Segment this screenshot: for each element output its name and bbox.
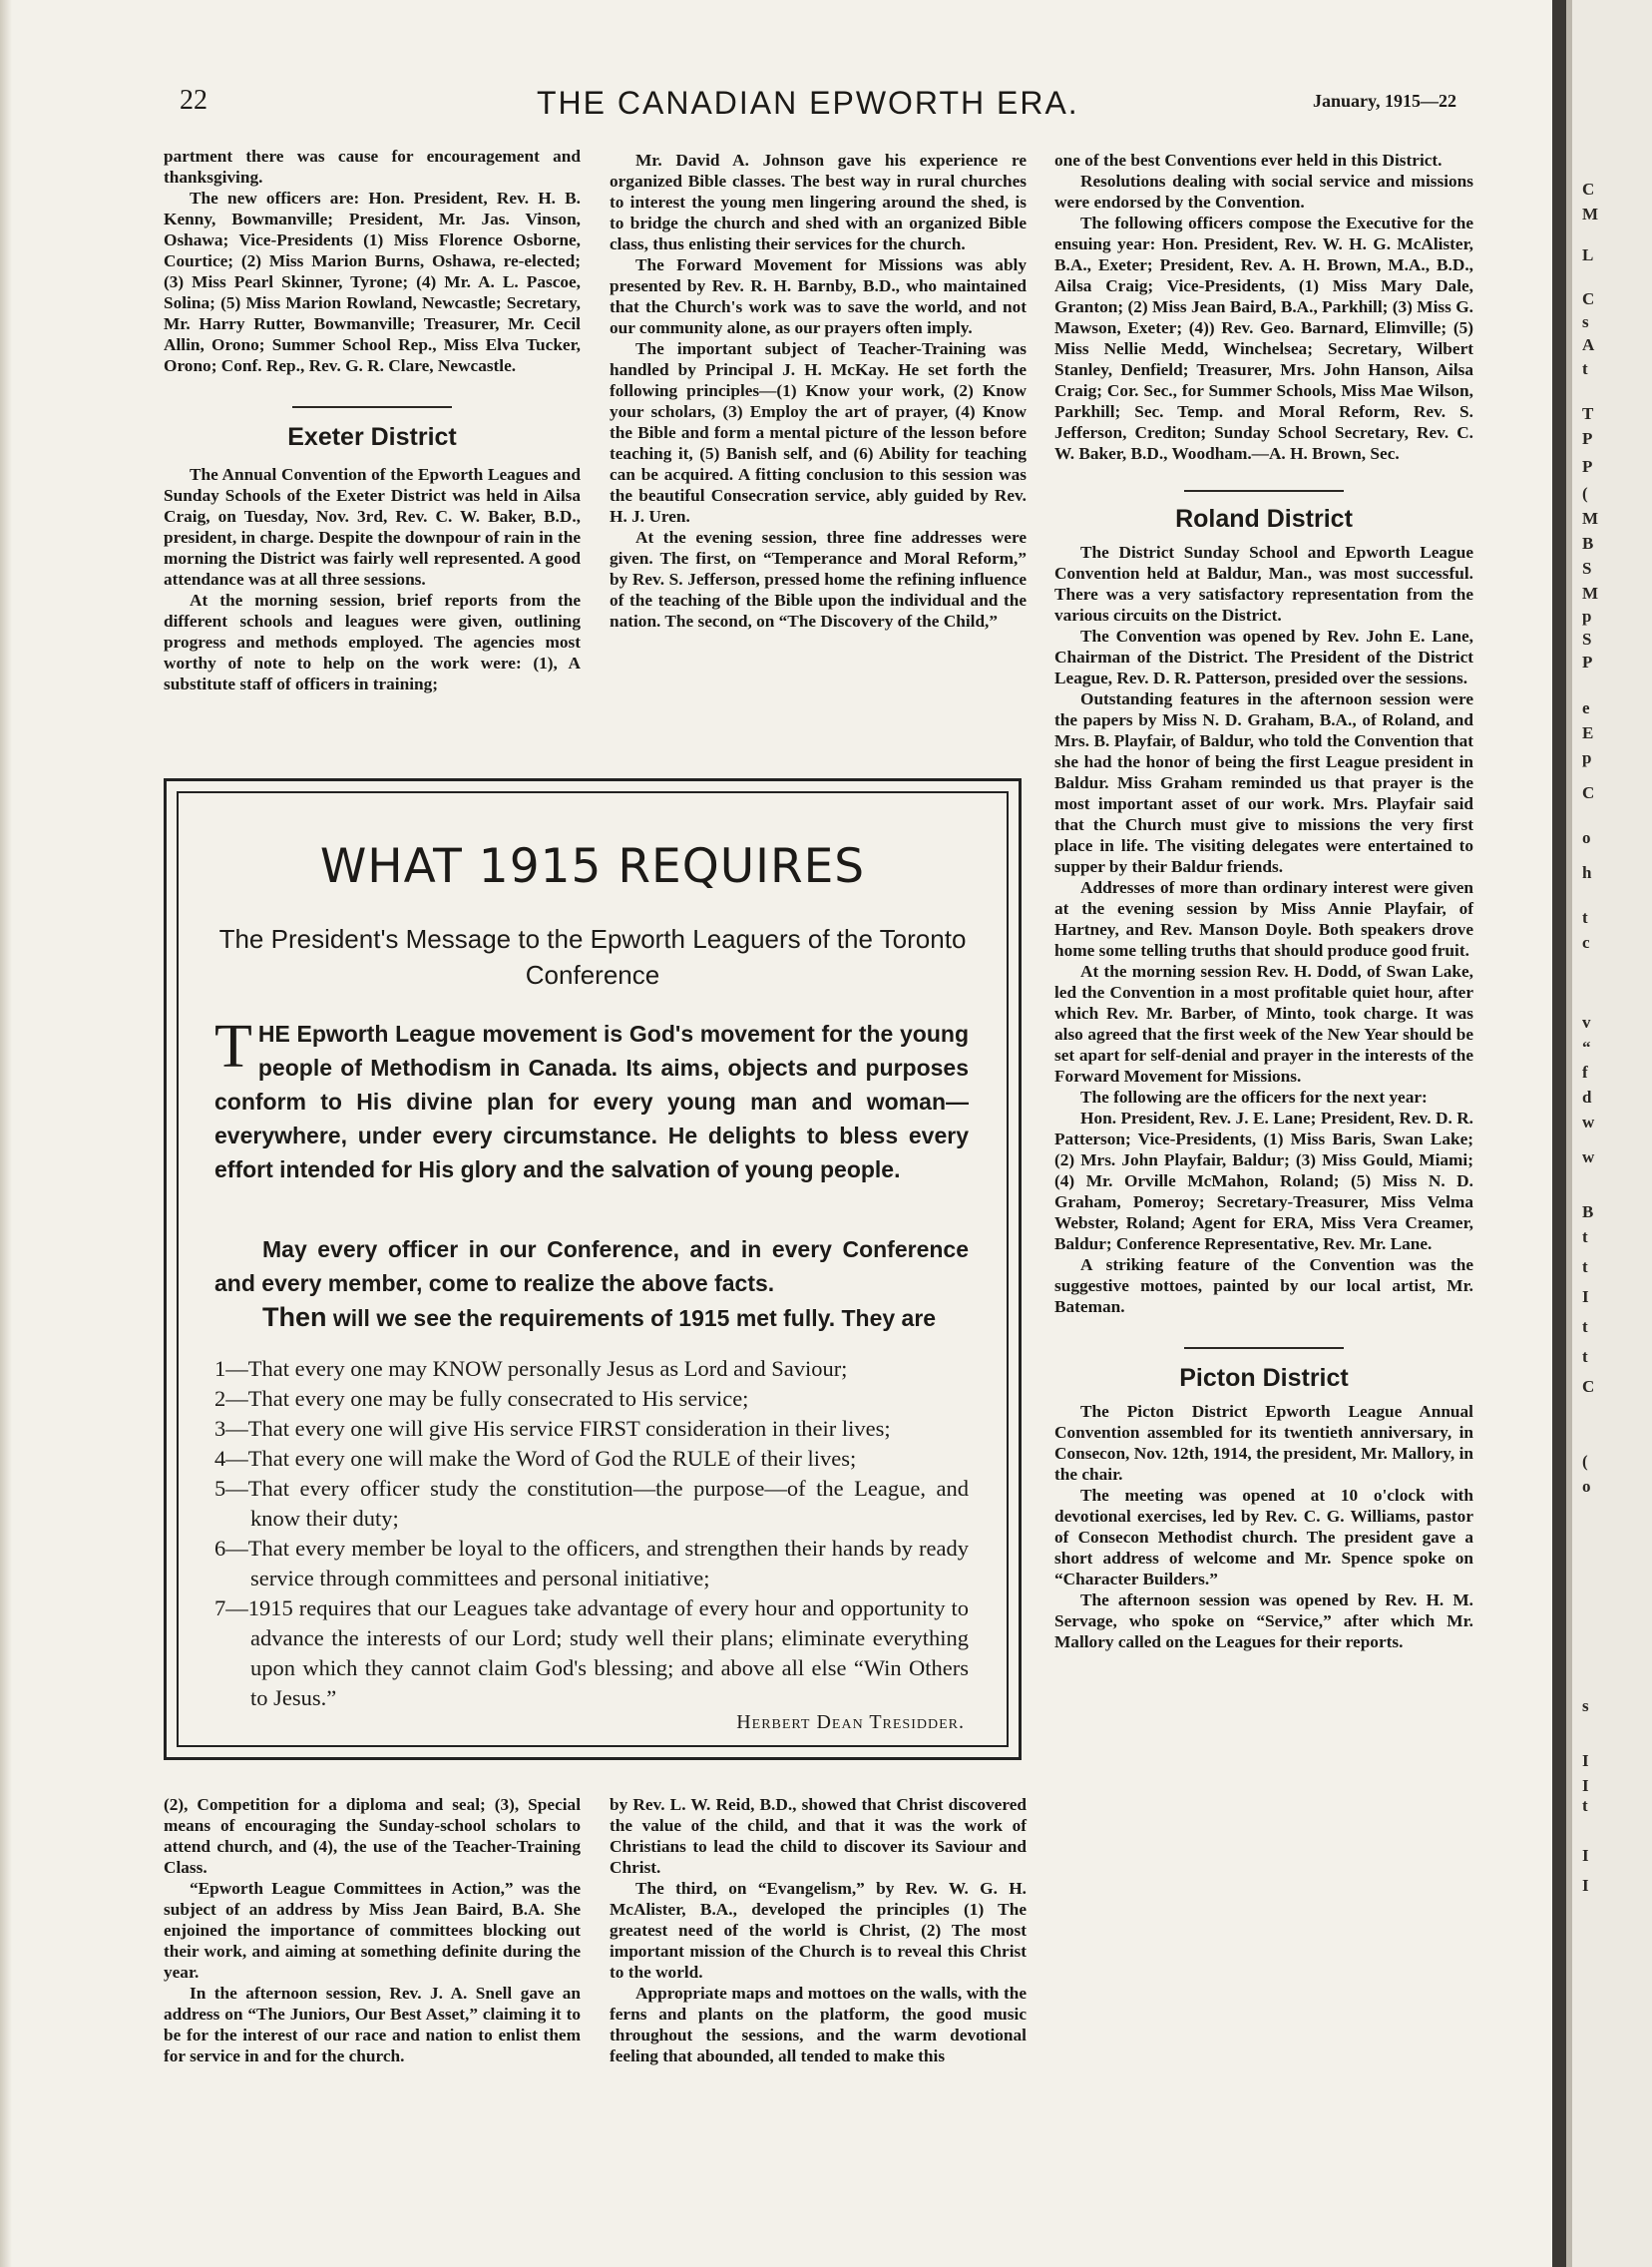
adjacent-page-letter: E bbox=[1582, 723, 1594, 742]
adjacent-page-letter: ( bbox=[1582, 484, 1588, 503]
adjacent-page-letter: C bbox=[1582, 783, 1595, 802]
paragraph: The meeting was opened at 10 o'clock with devotional exercises, led by Rev. C. G. Williams, pastor of Consecon Methodist church. The president gave a short address of welcome and Mr. Spence spoke on “Character Builders.” bbox=[1054, 1486, 1473, 1588]
column-2-top bbox=[610, 150, 1027, 632]
adjacent-page-letter: f bbox=[1582, 1063, 1588, 1082]
adjacent-page-letter: t bbox=[1582, 1317, 1588, 1336]
adjacent-page-letter: t bbox=[1582, 359, 1588, 378]
paragraph: partment there was cause for encouragement and thanksgiving. bbox=[164, 147, 581, 187]
adjacent-page-letter: C bbox=[1582, 289, 1595, 308]
box-paragraph: May every officer in our Conference, and in every Conference and every member, come to realize the above facts. bbox=[214, 1236, 969, 1296]
then-word: Then bbox=[262, 1302, 327, 1332]
adjacent-page-letter: t bbox=[1582, 1257, 1588, 1276]
column-3 bbox=[1054, 150, 1473, 1652]
adjacent-page-letter: t bbox=[1582, 1796, 1588, 1815]
list-item: 6—That every member be loyal to the officers, and strengthen their hands by ready service through committees and personal initiative; bbox=[214, 1536, 969, 1590]
box-intro bbox=[214, 1013, 969, 1186]
paragraph: The Forward Movement for Missions was ably presented by Rev. R. H. Barnby, B.D., who maintained that the Church's work was to save the world, and not our community alone, as our prayers often imply. bbox=[610, 255, 1027, 337]
adjacent-page-letter: M bbox=[1582, 205, 1599, 224]
adjacent-page-letter: P bbox=[1582, 457, 1593, 476]
page-number: 22 bbox=[180, 85, 207, 116]
adjacent-page-letter: I bbox=[1582, 1846, 1589, 1865]
list-item: 4—That every one will make the Word of God the RULE of their lives; bbox=[214, 1446, 857, 1471]
adjacent-page-letter: “ bbox=[1582, 1038, 1591, 1057]
adjacent-page-letter: S bbox=[1582, 630, 1592, 649]
adjacent-page-letter: T bbox=[1582, 404, 1594, 423]
paragraph: Hon. President, Rev. J. E. Lane; President, Rev. D. R. Patterson; Vice-Presidents, (1) Miss Baris, Swan Lake; (2) Mrs. John Playfair, Baldur; (3) Miss Gould, Miami; (4) Mr. Orville McMahon, Roland; (5) Miss N. D. Graham, Pomeroy; Secretary-Treasurer, Miss Velma Webster, Roland; Agent for ERA, Miss Vera Creamer, Baldur; Conference Representative, Rev. Mr. Lane. bbox=[1054, 1109, 1473, 1253]
adjacent-page-letter: P bbox=[1582, 429, 1593, 448]
adjacent-page-letter: C bbox=[1582, 180, 1595, 199]
paragraph: by Rev. L. W. Reid, B.D., showed that Christ discovered the value of the child, and that it was the work of Christians to lead the child to discover its Saviour and Christ. bbox=[610, 1795, 1027, 1877]
signature: Herbert Dean Tresidder. bbox=[736, 1711, 965, 1733]
paragraph: one of the best Conventions ever held in this District. bbox=[1054, 151, 1443, 170]
list-item: 5—That every officer study the constitution—the purpose—of the League, and know their duty; bbox=[214, 1476, 969, 1531]
adjacent-page-letter: h bbox=[1582, 863, 1592, 882]
paragraph: Appropriate maps and mottoes on the walls, with the ferns and plants on the platform, the good music throughout the sessions, and the warm devotional feeling that abounded, all tended to make this bbox=[610, 1984, 1027, 2065]
paragraph: At the evening session, three fine addresses were given. The first, on “Temperance and Moral Reform,” by Rev. S. Jefferson, pressed home the refining influence of the teaching of the Bible upon the individual and the nation. The second, on “The Discovery of the Child,” bbox=[610, 528, 1027, 631]
binding-gutter bbox=[1552, 0, 1566, 2267]
adjacent-page-letter: c bbox=[1582, 933, 1590, 952]
section-heading-exeter: Exeter District bbox=[287, 423, 457, 451]
column-1-bottom bbox=[164, 1794, 581, 2066]
adjacent-page-letter: o bbox=[1582, 828, 1591, 847]
adjacent-page-letter: t bbox=[1582, 908, 1588, 927]
paragraph: The District Sunday School and Epworth League Convention held at Baldur, Man., was most successful. There was a very satisfactory representation from the various circuits on the District. bbox=[1054, 543, 1473, 625]
paragraph: The Picton District Epworth League Annual Convention assembled for its twentieth anniversary, in Consecon, Nov. 12th, 1914, the president, Mr. Mallory, in the chair. bbox=[1054, 1402, 1473, 1484]
adjacent-page-letter: s bbox=[1582, 312, 1589, 331]
list-item: 7—1915 requires that our Leagues take advantage of every hour and opportunity to advance the interests of our Lord; study well their plans; eliminate everything upon which they cannot claim God's blessing; and above all else “Win Others to Jesus.” bbox=[214, 1595, 969, 1710]
adjacent-page-letter: ( bbox=[1582, 1452, 1588, 1471]
adjacent-page-letter: B bbox=[1582, 1202, 1594, 1221]
box-inner-border bbox=[177, 791, 1009, 1747]
adjacent-page-letter: I bbox=[1582, 1876, 1589, 1895]
column-2-bottom bbox=[610, 1794, 1027, 2066]
paragraph: The Convention was opened by Rev. John E. Lane, Chairman of the District. The President of the District League, Rev. D. R. Patterson, presided over the sessions. bbox=[1054, 627, 1473, 687]
paragraph: The important subject of Teacher-Training was handled by Principal J. H. McKay. He set forth the following principles—(1) Know your work, (2) Know your scholars, (3) Employ the art of prayer, (4) Know the Bible and form a mental picture of the lesson before teaching it, (5) Banish self, and (6) Ability for teaching can be acquired. A fitting conclusion to this session was the beautiful Consecration service, ably guided by Rev. H. J. Uren. bbox=[610, 339, 1027, 526]
box-title: WHAT 1915 REQUIRES bbox=[319, 839, 866, 894]
intro-text: HE Epworth League movement is God's movement for the young people of Methodism in Canada. Its aims, objects and purposes conform to His divine plan for every young man and woman—everywhere, under every circumstance. He delights to bless every effort intended for His glory and the salvation of young people. bbox=[214, 1021, 969, 1182]
paragraph: A striking feature of the Convention was the suggestive mottoes, painted by our local artist, Mr. Bateman. bbox=[1054, 1255, 1473, 1316]
paragraph: The third, on “Evangelism,” by Rev. W. G. H. McAlister, B.A., developed the principles (1) The greatest need of the world is Christ, (2) The most important mission of the Church is to reveal this Christ to the world. bbox=[610, 1879, 1027, 1982]
list-item: 1—That every one may KNOW personally Jesus as Lord and Saviour; bbox=[214, 1356, 848, 1381]
paragraph: Mr. David A. Johnson gave his experience re organized Bible classes. The best way in rural churches to interest the young men lingering around the shed, is to bridge the church and shed with an organized Bible class, thus enlisting their services for the church. bbox=[610, 151, 1027, 253]
adjacent-page-letter: I bbox=[1582, 1776, 1589, 1795]
column-1-top bbox=[164, 146, 581, 694]
publication-title: THE CANADIAN EPWORTH ERA. bbox=[537, 85, 1079, 121]
adjacent-page-letter: L bbox=[1582, 245, 1594, 264]
adjacent-page-letter: e bbox=[1582, 698, 1590, 717]
adjacent-page-letter: w bbox=[1582, 1113, 1595, 1132]
paragraph: (2), Competition for a diploma and seal; (3), Special means of encouraging the Sunday-school scholars to attend church, and (4), the use of the Teacher-Training Class. bbox=[164, 1795, 581, 1877]
paragraph: In the afternoon session, Rev. J. A. Snell gave an address on “The Juniors, Our Best Asset,” claiming it to be for the interest of our race and nation to enlist them for service in and for the church. bbox=[164, 1984, 581, 2065]
paragraph: Addresses of more than ordinary interest were given at the evening session by Miss Annie Playfair, of Hartney, and Rev. Manson Doyle. Both speakers drove home some telling truths that should produce good fruit. bbox=[1054, 878, 1473, 960]
adjacent-page-letter: C bbox=[1582, 1377, 1595, 1396]
adjacent-page-letter: M bbox=[1582, 584, 1599, 603]
adjacent-page-letter: M bbox=[1582, 509, 1599, 528]
box-subtitle: The President's Message to the Epworth Leaguers of the Toronto Conference bbox=[218, 924, 967, 990]
paragraph: The following officers compose the Executive for the ensuing year: Hon. President, Rev. W. H. G. McAlister, B.A., Exeter; President, Rev. A. H. Brown, M.A., B.D., Ailsa Craig; Vice-Presidents, (1) Miss Mary Dale, Granton; (2) Miss Jean Baird, B.A., Parkhill; (3) Miss G. Mawson, Exeter; (4)) Rev. Geo. Barnard, Elimville; (5) Miss Nellie Medd, Winchelsea; Secretary, Wilbert Stanley, Denfield; Treasurer, Mrs. John Hanson, Ailsa Craig; Cor. Sec., for Summer Schools, Miss Mae Wilson, Parkhill; Sec. Temp. and Moral Reform, Rev. S. Jefferson, Crediton; Sunday School Secretary, Rev. C. W. Baker, B.D., Woodham.—A. H. Brown, Sec. bbox=[1054, 214, 1473, 463]
adjacent-page-letter: w bbox=[1582, 1147, 1595, 1166]
paragraph: The following are the officers for the next year: bbox=[1080, 1088, 1428, 1107]
section-heading-roland: Roland District bbox=[1175, 505, 1353, 533]
paragraph: The afternoon session was opened by Rev. H. M. Servage, who spoke on “Service,” after which Mr. Mallory called on the Leagues for their reports. bbox=[1054, 1590, 1473, 1651]
list-item: 3—That every one will give His service FIRST consideration in their lives; bbox=[214, 1416, 891, 1441]
adjacent-page-letter: p bbox=[1582, 748, 1592, 767]
adjacent-page-letter: S bbox=[1582, 559, 1592, 578]
adjacent-page-letter: v bbox=[1582, 1013, 1591, 1032]
paragraph: Outstanding features in the afternoon session were the papers by Miss N. D. Graham, B.A., of Roland, and Mrs. B. Playfair, of Baldur, who told the Convention that she had the honor of being the first League president in Baldur. Miss Graham reminded us that prayer is the most important asset of our work. Mrs. Playfair said that the Church must give to missions the very first place in life. The visiting delegates were entertained to supper by their Baldur friends. bbox=[1054, 689, 1473, 876]
adjacent-page-letter: p bbox=[1582, 607, 1592, 626]
section-heading-picton: Picton District bbox=[1179, 1364, 1349, 1392]
paragraph: “Epworth League Committees in Action,” was the subject of an address by Miss Jean Baird, B.A. She enjoined the importance of committees blocking out their work, and aiming at something definite during the year. bbox=[164, 1879, 581, 1982]
paragraph: The Annual Convention of the Epworth Leagues and Sunday Schools of the Exeter District was held in Ailsa Craig, on Tuesday, Nov. 3rd, Rev. C. W. Baker, B.D., president, in charge. Despite the downpour of rain in the morning the District was fairly well represented. A good attendance was at all three sessions. bbox=[164, 465, 581, 589]
adjacent-page-letter: I bbox=[1582, 1751, 1589, 1770]
adjacent-page-letter: o bbox=[1582, 1477, 1591, 1496]
adjacent-page-fragment bbox=[1572, 0, 1652, 2267]
adjacent-page-letter: P bbox=[1582, 653, 1593, 672]
adjacent-page-letter: t bbox=[1582, 1227, 1588, 1246]
paragraph: The new officers are: Hon. President, Rev. H. B. Kenny, Bowmanville; President, Mr. Jas. Vinson, Oshawa; Vice-Presidents (1) Miss Florence Osborne, Courtice; (2) Miss Marion Burns, Oshawa, re-elected; (3) Miss Pearl Skinner, Tyrone; (4) Mr. A. L. Pascoe, Solina; (5) Miss Marion Rowland, Newcastle; Secretary, Mr. Harry Rutter, Bowmanville; Treasurer, Mr. Cecil Allin, Orono; Summer School Rep., Miss Elva Tucker, Orono; Conf. Rep., Rev. G. R. Clare, Newcastle. bbox=[164, 189, 581, 375]
adjacent-page-letter: A bbox=[1582, 335, 1595, 354]
adjacent-page-letter: d bbox=[1582, 1088, 1592, 1107]
paragraph: Resolutions dealing with social service and missions were endorsed by the Convention. bbox=[1054, 172, 1473, 212]
adjacent-page-letter: B bbox=[1582, 534, 1594, 553]
adjacent-page-letter: I bbox=[1582, 1287, 1589, 1306]
paragraph: At the morning session Rev. H. Dodd, of Swan Lake, led the Convention in a most profitable quiet hour, after which Rev. Mr. Barber, of Minto, took charge. It was also agreed that the first week of the New Year should be set apart for self-denial and prayer in the interests of the Forward Movement for Missions. bbox=[1054, 962, 1473, 1086]
adjacent-page-letter: s bbox=[1582, 1696, 1589, 1715]
drop-cap: T bbox=[214, 1013, 252, 1081]
box-then-line bbox=[262, 1302, 969, 1333]
page-edge bbox=[0, 0, 12, 2267]
list-item: 2—That every one may be fully consecrated to His service; bbox=[214, 1386, 749, 1411]
requirements-list bbox=[214, 1354, 969, 1713]
presidents-message-box bbox=[164, 778, 1022, 1760]
adjacent-page-letter: t bbox=[1582, 1347, 1588, 1366]
then-rest: will we see the requirements of 1915 met fully. They are bbox=[332, 1305, 937, 1331]
paragraph: At the morning session, brief reports from the different schools and leagues were given, outlining progress and methods employed. The agencies most worthy of note to help on the work were: (1), A substitute staff of officers in training; bbox=[164, 591, 581, 693]
page-header bbox=[160, 85, 1456, 125]
issue-date: January, 1915—22 bbox=[1312, 91, 1456, 111]
